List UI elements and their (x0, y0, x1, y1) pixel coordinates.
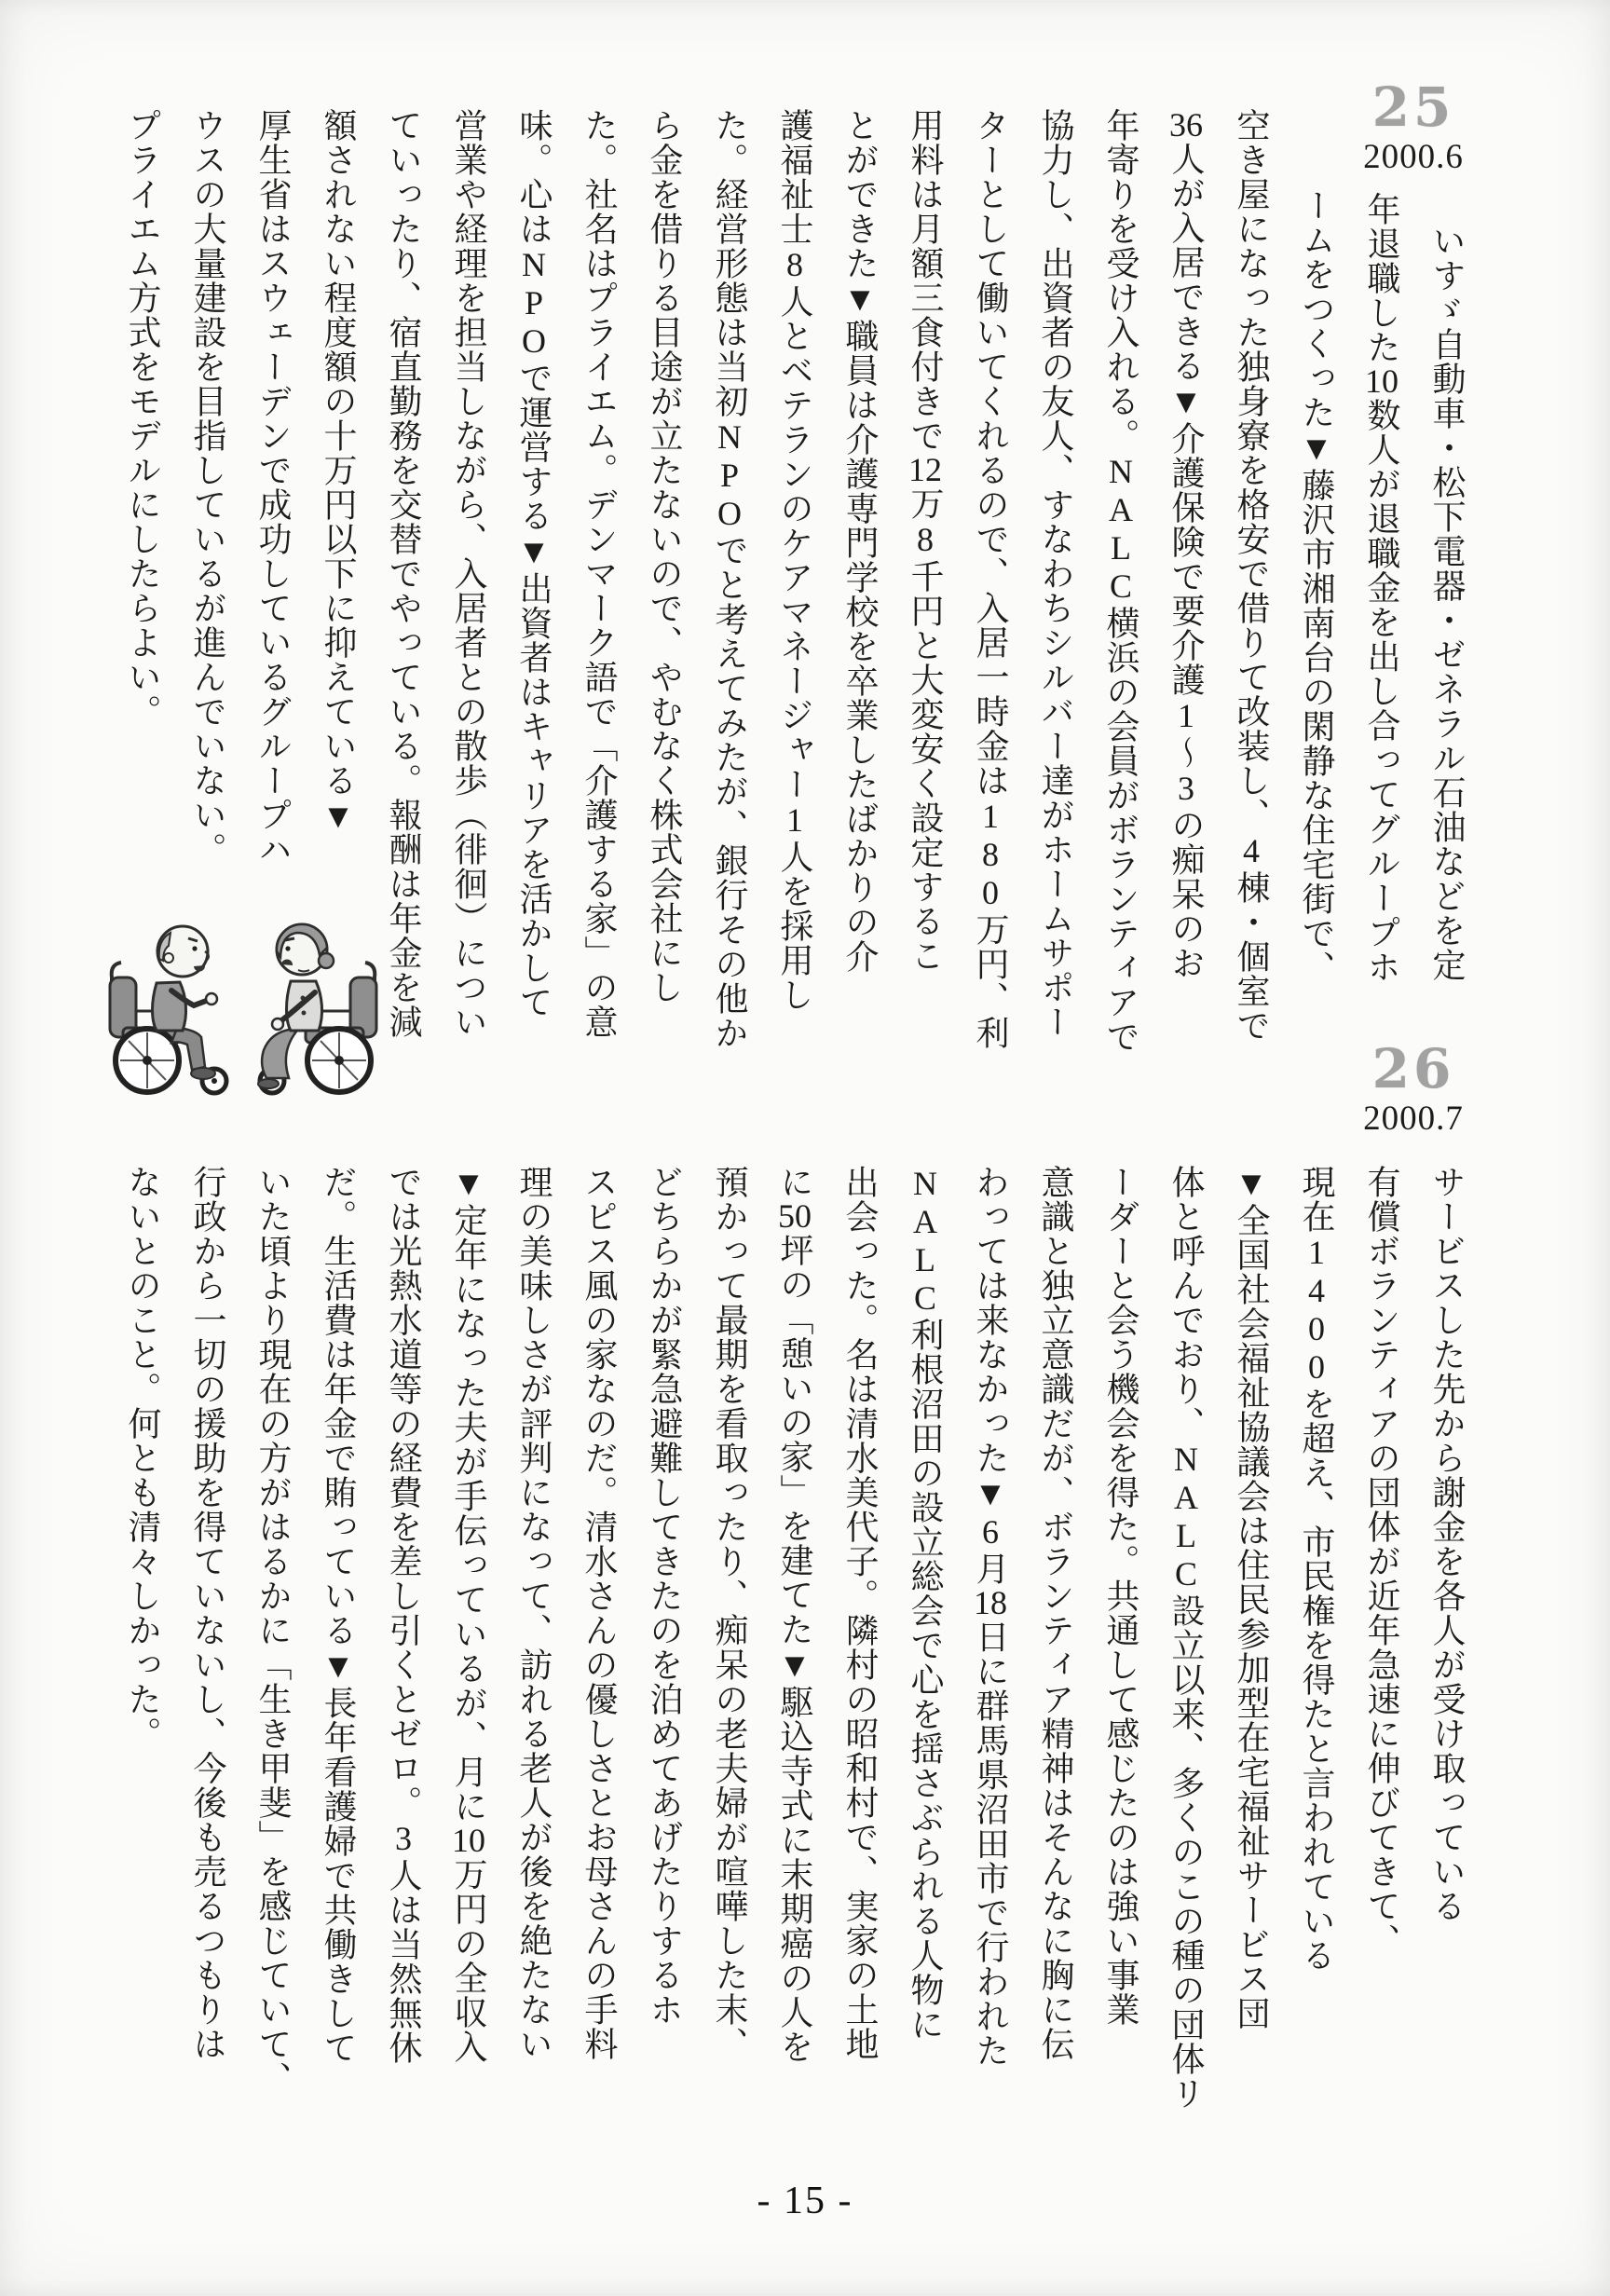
text-column: わっては来なかった▼6月18日に群馬県沼田市で行われた (972, 1165, 1009, 2068)
text-column: ▼全国社会福祉協議会は住民参加型在宅福祉サービス団 (1233, 1165, 1270, 2030)
text-column: に50坪の「憩いの家」を建てた▼駆込寺式に末期癌の人を (776, 1165, 813, 2064)
text-column: 営業や経理を担当しながら、入居者との散歩（徘徊）につい (450, 108, 487, 1039)
tate-chu-yoko-number: 18 (974, 1586, 1007, 1620)
entry-25-number-badge: 25 (1371, 75, 1455, 139)
text-column: では光熱水道等の経費を差し引くとゼロ。3人は当然無休 (385, 1165, 422, 2065)
text-column: 用料は月額三食付きで12万8千円と大変安く設定するこ (907, 108, 944, 973)
text-column: 額されない程度額の十万円以下に抑えている▼ (320, 108, 357, 836)
text-column: 理の美味しさが評判になって、訪れる老人が後を絶たない (515, 1165, 553, 2061)
text-column: た。経営形態は当初NPOでと考えてみたが、銀行その他か (711, 108, 748, 1050)
text-column: 年寄りを受け入れる。NALC横浜の会員がボランティアで (1102, 108, 1139, 1054)
text-column: ウスの大量建設を目指しているが進んでいない。 (189, 108, 226, 867)
text-column: ▼定年になった夫が手伝っているが、月に10万円の全収入 (450, 1165, 487, 2064)
text-column: いた頃より現在の方がはるかに「生き甲斐」を感じていて、 (254, 1165, 292, 2096)
text-column: 36人が入居できる▼介護保険で要介護1〜3の痴呆のお (1167, 108, 1205, 980)
text-column: サービスした先から謝金を各人が受け取っている (1428, 1165, 1466, 1923)
text-column: だ。生活費は年金で賄っている▼長年看護婦で共働きして (320, 1165, 357, 2065)
text-column: 出会った。名は清水美代子。隣村の昭和村で、実家の土地 (841, 1165, 879, 2061)
text-column: ターとして働いてくれるので、入居一時金は180万円、利 (972, 108, 1009, 1050)
entry-26-number-badge: 26 (1371, 1037, 1455, 1100)
text-column: スピス風の家なのだ。清水さんの優しさとお母さんの手料 (580, 1165, 618, 2061)
text-column: 意識と独立意識だが、ボランティア精神はそんなに胸に伝 (1037, 1165, 1074, 2061)
text-column: プライエム方式をモデルにしたらよい。 (124, 108, 161, 729)
text-column: た。社名はプライエム。デンマーク語で「介護する家」の意 (580, 108, 618, 1039)
entry-26-date: 2000.7 (1363, 1100, 1464, 1138)
tate-chu-yoko-number: 12 (908, 453, 942, 486)
text-column: ていったり、宿直勤務を交替でやっている。報酬は年金を減 (385, 108, 422, 1039)
entry-25-date: 2000.6 (1363, 138, 1464, 176)
text-column: 味。心はNPOで運営する▼出資者はキャリアを活かして (515, 108, 553, 1019)
text-column: どちらかが緊急避難してきたのを泊めてあげたりするホ (646, 1165, 683, 2027)
text-column: ないとのこと。何とも清々しかった。 (124, 1165, 161, 1751)
text-column: 年退職した10数人が退職金を出し合ってグループホ (1363, 192, 1400, 984)
page-number: - 15 - (757, 2180, 853, 2222)
text-column: いすゞ自動車・松下電器・ゼネラル石油などを定 (1428, 224, 1466, 982)
text-column: ら金を借りる目途が立たないので、やむなく株式会社にし (646, 108, 683, 1004)
tate-chu-yoko-number: 10 (1365, 364, 1399, 398)
tate-chu-yoko-number: 50 (778, 1199, 812, 1233)
text-column: 護福祉士8人とベテランのケアマネージャー1人を採用し (776, 108, 813, 1012)
text-column: ームをつくった▼藤沢市湘南台の閑静な住宅街で、 (1298, 188, 1335, 985)
tate-chu-yoko-number: 10 (452, 1824, 485, 1857)
text-column: 空き屋になった独身寮を格安で借りて改装し、4棟・個室で (1233, 108, 1270, 1043)
wheelchair-couple-icon (89, 887, 397, 1101)
text-column: NALC利根沼田の設立総会で心を揺さぶられる人物に (907, 1165, 944, 2042)
text-column: 有償ボランティアの団体が近年急速に伸びてきて、 (1363, 1165, 1400, 1958)
text-column: とができた▼職員は介護専門学校を卒業したばかりの介 (841, 108, 879, 974)
text-column: 預かって最期を看取ったり、痴呆の老夫婦が喧嘩した末、 (711, 1165, 748, 2061)
text-column: ーダーと会う機会を得た。共通して感じたのは強い事業 (1102, 1165, 1139, 2027)
text-column: 行政から一切の援助を得ていないし、今後も売るつもりは (189, 1165, 226, 2061)
text-column: 厚生省はスウェーデンで成功しているグループハ (254, 108, 292, 867)
tate-chu-yoko-number: 36 (1169, 108, 1203, 142)
text-column: 体と呼んでおり、NALC設立以来、多くのこの種の団体リ (1167, 1165, 1205, 2111)
text-column: 現在1400を超え、市民権を得たと言われている (1298, 1165, 1335, 1973)
elderly-man-and-woman-wheelchairs-illustration (89, 887, 397, 1101)
text-column: 協力し、出資者の友人、すなわちシルバー達がホームサポー (1037, 108, 1074, 1039)
entry-26-header (1334, 1037, 1493, 1139)
entry-26-vertical-text (110, 1165, 1480, 2152)
